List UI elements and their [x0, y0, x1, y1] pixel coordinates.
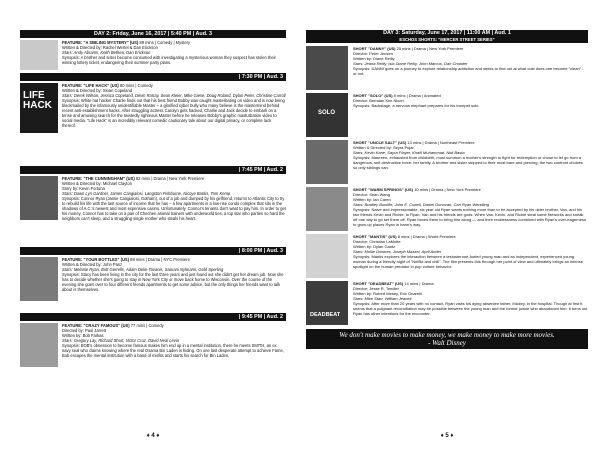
film-entry	[20, 176, 286, 247]
film-poster	[306, 93, 348, 137]
film-director: Written & Directed by: Seyra Pujar	[353, 145, 414, 150]
right-page	[306, 30, 588, 442]
film-poster	[20, 257, 58, 301]
film-stars: Stars: Bradley Buntille, John E. Cuaoli, Daniel Donovan, Carl Ryan Wendling	[353, 202, 489, 207]
film-title: SHORT "UNCLE SALT" (US) 13 mins | Drama | Northeast Premiere	[353, 140, 475, 145]
film-director: Director: Peter Jensen	[353, 51, 393, 56]
film-entry	[20, 83, 286, 166]
film-synopsis: Synopsis: Backstage, a nervous elephant prepares for his trumpet solo.	[353, 103, 480, 108]
film-synopsis: Synopsis: Mantis explores the interaction between a testosterone-fueled young man and an independent, experienced young woman during a friendly night of "Netflix and chill". The film presents this through her point of view and ultimately brings an intense spotlight on the human predator in pop culture behavior.	[353, 254, 583, 269]
schedule-header: | 7:30 PM | Aud. 3	[20, 73, 286, 81]
film-synopsis: Synopsis: Stacy has been living in the city for the last three years and just found out she didn't get her dream job. Now she has to decide whether she's going to stay in New York City or move back home to Wisconsin. Over the course of the evening she goes over to four different friends apartments to get some advice, but the only things her friends want to talk about is themselves.	[62, 272, 284, 292]
film-title: FEATURE: "CRAZY FAMOUS" (US) 77 mins | Comedy	[62, 323, 164, 328]
film-director: Director: Christian LaMotte	[353, 239, 401, 244]
film-title: FEATURE: "A SIBLING MYSTERY" (US) 89 mins | Comedy | Mystery	[62, 40, 191, 45]
film-story: Story by: Kevin Fortuna	[62, 186, 105, 191]
film-synopsis: Synopsis: Connor Ryan (Jamie Cangialosi, Gotham), out of a job and dumped by his girlfriend, returns to Atlantic City to try to rebuild his life with the last source of income that he has – a few apartments in a low-rise condo complex that sits in the shadows of A.C.'s newest and most expensive casino. Unfortunately, Connor's tenants don't want to pay him. In order to get his money, Connor has to take on a pair of Chechen animal trainers with underworld ties, a top star who parties so hard the neighbors can't sleep, and a struggling single mother who steals his heart.	[62, 196, 286, 221]
film-poster	[306, 187, 348, 231]
schedule-header: | 7:45 PM | Aud. 2	[20, 166, 286, 174]
schedule-header: DAY 2: Friday, June 16, 2017 | 5:40 PM | Aud. 3	[20, 30, 286, 38]
film-poster	[306, 46, 348, 90]
film-writer: Written by: Dylan Gantz	[353, 244, 396, 249]
film-director: Director: Jesse R. Tendler	[353, 286, 399, 291]
film-stars: Stars: Derek Wilson, Jessica Copeland, Devin Ratray, Sean Kleier, Mike Giese, Doug Roland, Dylan Peter, Christine Carroll	[62, 93, 286, 98]
poster-text: DEADBEAT	[310, 312, 341, 318]
film-synopsis: Synopsis: A brother and sister become consumed with investigating a mysterious woman they suspect has stolen their winning lottery ticket, endangering their summer party plans.	[62, 55, 276, 65]
short-entry	[306, 234, 588, 278]
film-title: SHORT "WARM SPRINGS" (US) 10 mins | Drama | New York Premiere	[353, 187, 481, 192]
poster-text: LIFE HACK	[23, 90, 52, 111]
short-entry	[306, 140, 588, 184]
page-number: ♦ 4 ♦	[146, 433, 160, 439]
film-credits: Written & Directed by: Michael Clayton	[62, 181, 132, 186]
film-synopsis: Synopsis: DANNI goes on a journey to explore relationship addiction and seeks to find out at what cost does one become "clean" - or not.	[353, 66, 584, 76]
film-title: FEATURE: "THE CUNNINGHAM" (US) 92 mins | Drama | New York Premiere	[62, 176, 205, 181]
left-page	[20, 30, 286, 442]
quote-text: We don't make movies to make money, we make money to make more movies.	[339, 331, 555, 339]
schedule-header: DAY 3: Saturday, June 17, 2017 | 11:00 AM | Aud. 1 ESCHOS SHORTS: "MERCER STREET SERIES"	[306, 30, 588, 43]
film-credits: Written & Directed by: Sloan Copeland	[62, 88, 133, 93]
film-poster	[20, 323, 58, 367]
film-entry	[20, 323, 286, 375]
short-entry	[306, 93, 588, 137]
film-stars: Stars: Gregory Lay, Richard Short, Victor Cruz, David Neal Levin	[62, 338, 180, 343]
film-poster	[306, 281, 348, 325]
quote-banner	[306, 329, 588, 349]
quote-author: - Walt Disney	[428, 339, 466, 347]
film-stars: Stars: Melanie Ryan, Britt Gerrells, Adam Dolin-Tovanis, Saorani Nylmann, Gold Sperling	[62, 267, 224, 272]
film-stars: Stars: Jeana Reilly, Isla Diane Reilly, John Marcus, Dan Crowder	[353, 61, 468, 66]
film-writer: Written by: Robert Mesey, Eric Gnarelli	[353, 291, 422, 296]
program-subheader: ESCHOS SHORTS: "MERCER STREET SERIES"	[399, 37, 495, 42]
short-entry	[306, 46, 588, 90]
short-entry	[306, 187, 588, 231]
film-title: SHORT "DANNY" (US) 25 mins | Drama | New York Premiere	[353, 46, 464, 51]
film-director: Director: Brendan Kim Nixon	[353, 98, 404, 103]
film-title: SHORT "SOLO" (US) 5 mins | Drama | Animated	[353, 93, 441, 98]
film-synopsis: Synopsis: After more than 20 years with no contact, Ryan visits his dying absentee father, Mickey, in the hospital. Though at first it seems that a poignant reconciliation may be possible between the young man and the former junkie who abandoned him, it turns out Ryan has other intentions for the encounter.	[353, 301, 588, 316]
schedule-header: | 9:45 PM | Aud. 2	[20, 313, 286, 321]
film-poster	[20, 40, 58, 70]
poster-text: SOLO	[318, 110, 336, 116]
film-stars: Stars: Andy Abrams, Keith Bethea, Dan Erickson	[62, 50, 151, 55]
short-entry	[306, 281, 588, 325]
film-synopsis: Synopsis: BOB's obsession to become famous makes him end up in a mental institution, there he meets SMITH, an ex navy seal who claims knowing where the real Osama Bin Laden is hiding. On one last desperate attempt to achieve Fame, Bob escapes the mental institution with a band of misfits and starts his search for Bin Laden.	[62, 343, 284, 358]
film-director: Director: Sean Wang	[353, 192, 390, 197]
film-poster	[306, 140, 348, 184]
film-credits: Directed by: Paul Jarrett	[62, 328, 106, 333]
film-poster	[20, 176, 58, 220]
page-number: ♦ 5 ♦	[440, 433, 454, 439]
film-synopsis: Synopsis: Maureen, exhausted from childbirth, must summon a mother's strength to fight for redemption or chose to let go from a dangerous, self-destructive force: her family. A brother and sister stripped to their most bare and piercing, the two confront choices so only siblings can.	[353, 155, 583, 170]
film-credits: Written & Directed by: Rachel Wertel & Dan Erickson	[62, 45, 158, 50]
film-stars: Stars: Dawn Lyn Gardner, James Cangialosi, Langston Fishburne, Nicoye Banks, Tom Kemp	[62, 191, 231, 196]
film-synopsis: Synopsis: White hat hacker Charlie finds out that his best friend Bobby was caught masterbating on video and is now being blackmailed by the infamously unidentifiable Master – a glorified cyber bully who many believe is the mastermind behind recent anti-establishment hacks. After struggling actress Carolyn gets hacked, Charlie and Jack decide to embark on a tense and amusing search for the twistedly righteous Master before he releases Bobby's graphic masturbation video to social media. "Life Hack" is an incredibly relevant comedic cautionary tale about our digital privacy, or complete lack thereof.	[62, 98, 285, 128]
film-writer: Written by: Bob Farkas	[62, 333, 104, 338]
film-stars: Stars: Mike Starr, William Jeanell	[353, 296, 412, 301]
film-poster	[306, 234, 348, 278]
film-entry	[20, 257, 286, 313]
film-writer: Written by: Ian Caren	[353, 197, 391, 202]
film-title: FEATURE: "LIFE HACK" (US) 80 mins | Comedy	[62, 83, 153, 88]
film-poster	[20, 83, 58, 133]
film-synopsis: Synopsis: Naive and impressionable, six year old Ryan wants nothing more than to be accepted by his older brother, Van, and his two friends Kevin and Richie; to Ryan, Van and his friends are gods. When Van, Kevin, and Richie steal some fireworks and sneak off one day to go set them off, Ryan forces them to bring him along — and their recklessness combined with Ryan's over-eagerness to grow up places Ryan in harm's way.	[353, 207, 586, 227]
film-credits: Written & Directed by: John Pasz	[62, 262, 122, 267]
film-title: SHORT "DEADBEAT" (US) 14 mins | Drama	[353, 281, 434, 286]
film-stars: Stars: Kevin Kane, Sayra Player, Khalil Muhammad, Nidi Basta	[353, 150, 465, 155]
film-entry	[20, 40, 286, 73]
schedule-header: | 8:00 PM | Aud. 3	[20, 247, 286, 255]
film-stars: Stars: Mollie Downes, Joseph Mazzei, April Ander	[353, 249, 442, 254]
film-writer: Written by: Diane Reilly	[353, 56, 395, 61]
film-title: FEATURE: "YOUR BOTTLES" (US) 88 mins | Drama | NYC Premiere	[62, 257, 190, 262]
film-title: SHORT "MANTIS" (US) 8 mins | Drama | World Premiere	[353, 234, 456, 239]
